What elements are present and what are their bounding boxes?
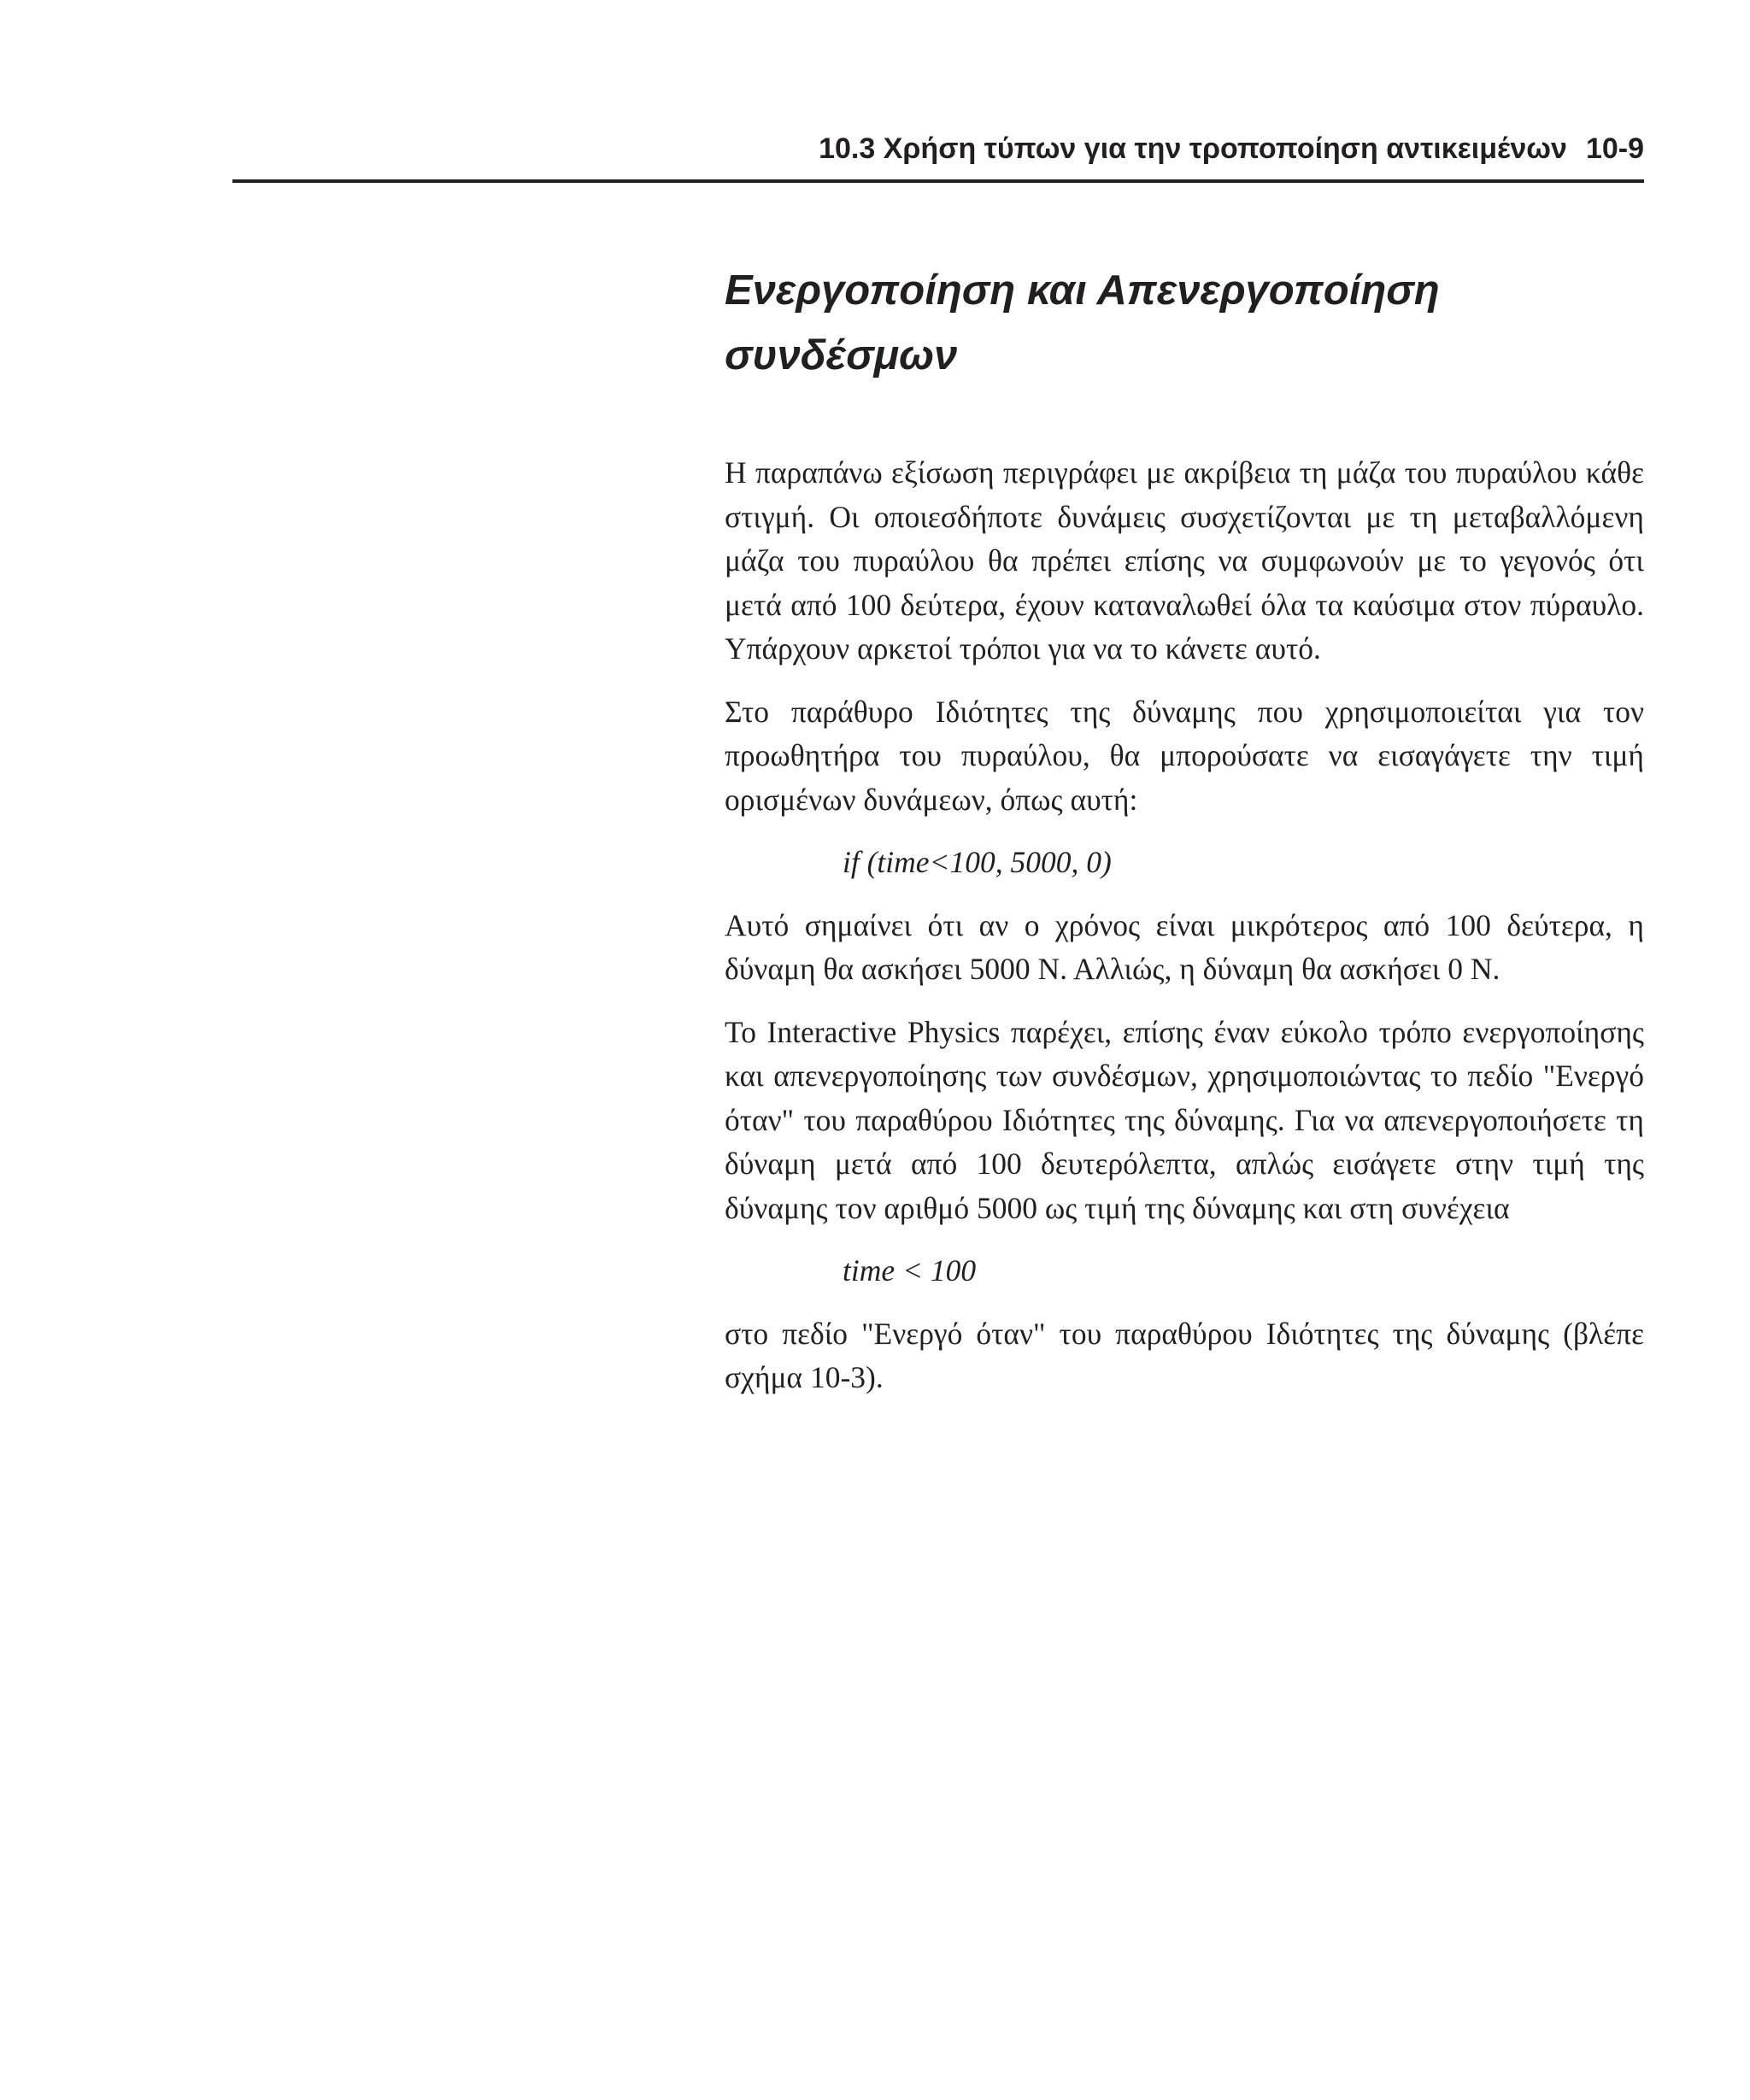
page-number: 10-9 xyxy=(1585,132,1644,165)
formula-time-less-than: time < 100 xyxy=(843,1253,977,1288)
section-title-line-2: συνδέσμων xyxy=(725,332,958,378)
paragraph-mass-equation: Η παραπάνω εξίσωση περιγράφει με ακρίβεια τη μάζα του πυραύλου κάθε στιγμή. Οι οποιεσδήποτε δυνάμεις συσχετίζονται με τη μεταβαλλόμενη μάζα του πυραύλου θα πρέπει επίσης να συμφωνούν με το γεγονός ότι μετά από 100 δεύτερα, έχουν καταναλωθεί όλα τα καύσιμα στον πύραυλο. Υπάρχουν αρκετοί τρόποι για να το κάνετε αυτό. xyxy=(725,455,1644,666)
section-title-line-1: Ενεργοποίηση και Απενεργοποίηση xyxy=(725,267,1440,314)
paragraph-properties-window: Στο παράθυρο Ιδιότητες της δύναμης που χρησιμοποιείται για τον προωθητήρα του πυραύλου, θα μπορούσατε να εισαγάγετε την τιμή ορισμένων δυνάμεων, όπως αυτή: xyxy=(725,694,1644,817)
paragraph-active-when: Το Interactive Physics παρέχει, επίσης έναν εύκολο τρόπο ενεργοποίησης και απενεργοποίησης των συνδέσμων, χρησιμοποιώντας το πεδίο "Ενεργό όταν" του παραθύρου Ιδιότητες της δύναμης. Για να απενεργοποιήσετε τη δύναμη μετά από 100 δευτερόλεπτα, απλώς εισάγετε στην τιμή της δύναμης τον αριθμό 5000 ως τιμή της δύναμης και στη συνέχεια xyxy=(725,1014,1644,1225)
paragraph-meaning: Αυτό σημαίνει ότι αν ο χρόνος είναι μικρότερος από 100 δεύτερα, η δύναμη θα ασκήσει 5000 Ν. Αλλιώς, η δύναμη θα ασκήσει 0 Ν. xyxy=(725,907,1644,986)
running-header xyxy=(232,128,1644,169)
section-title xyxy=(725,258,1644,388)
header-rule xyxy=(232,179,1644,183)
paragraph-see-figure: στο πεδίο "Ενεργό όταν" του παραθύρου Ιδιότητες της δύναμης (βλέπε σχήμα 10-3). xyxy=(725,1316,1644,1394)
main-content xyxy=(725,258,1644,1419)
formula-if-time: if (time<100, 5000, 0) xyxy=(843,845,1112,879)
running-header-title: 10.3 Χρήση τύπων για την τροποποίηση αντικειμένων xyxy=(819,132,1567,165)
